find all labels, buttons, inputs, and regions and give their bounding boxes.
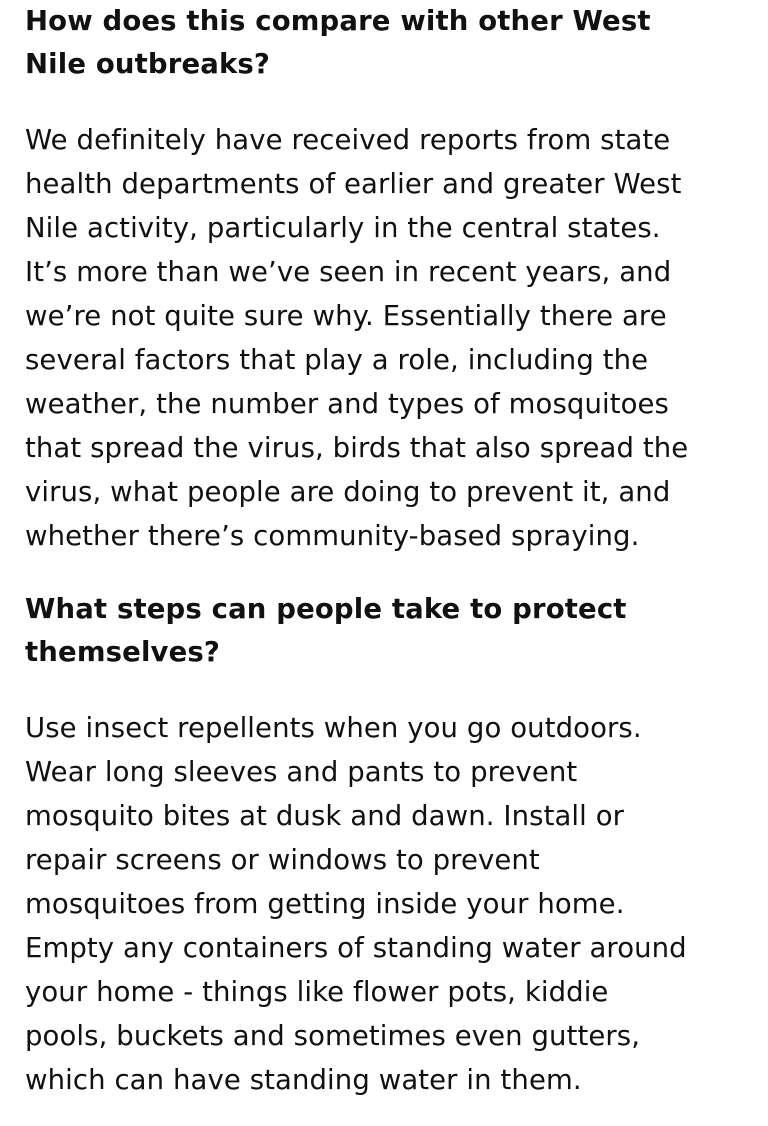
paragraph-line: virus, what people are doing to prevent it, and (25, 476, 671, 508)
paragraph-line: your home - things like flower pots, kiddie (25, 976, 609, 1008)
paragraph-line: Use insect repellents when you go outdoors. (25, 712, 642, 744)
section-heading-comparison (25, 0, 651, 86)
section-heading-protection (25, 588, 627, 674)
paragraph-line: Nile activity, particularly in the central states. (25, 212, 661, 244)
paragraph-line: that spread the virus, birds that also spread the (25, 432, 689, 464)
paragraph-line: health departments of earlier and greater West (25, 168, 682, 200)
paragraph-line: pools, buckets and sometimes even gutters, (25, 1020, 641, 1052)
heading-line: themselves? (25, 636, 221, 668)
paragraph-line: several factors that play a role, including the (25, 344, 649, 376)
paragraph-line: we’re not quite sure why. Essentially there are (25, 300, 667, 332)
paragraph-line: which can have standing water in them. (25, 1064, 582, 1096)
paragraph-line: We definitely have received reports from state (25, 124, 671, 156)
paragraph-line: mosquitoes from getting inside your home. (25, 888, 625, 920)
paragraph-line: repair screens or windows to prevent (25, 844, 540, 876)
paragraph-line: Wear long sleeves and pants to prevent (25, 756, 578, 788)
paragraph-line: It’s more than we’ve seen in recent years, and (25, 256, 672, 288)
paragraph-line: Empty any containers of standing water around (25, 932, 687, 964)
heading-line: How does this compare with other West (25, 5, 651, 37)
heading-line: What steps can people take to protect (25, 593, 627, 625)
paragraph-line: mosquito bites at dusk and dawn. Install or (25, 800, 625, 832)
paragraph-line: whether there’s community-based spraying. (25, 520, 640, 552)
heading-line: Nile outbreaks? (25, 48, 271, 80)
section-paragraph-comparison (25, 118, 688, 558)
paragraph-line: weather, the number and types of mosquitoes (25, 388, 669, 420)
section-paragraph-protection (25, 706, 687, 1102)
